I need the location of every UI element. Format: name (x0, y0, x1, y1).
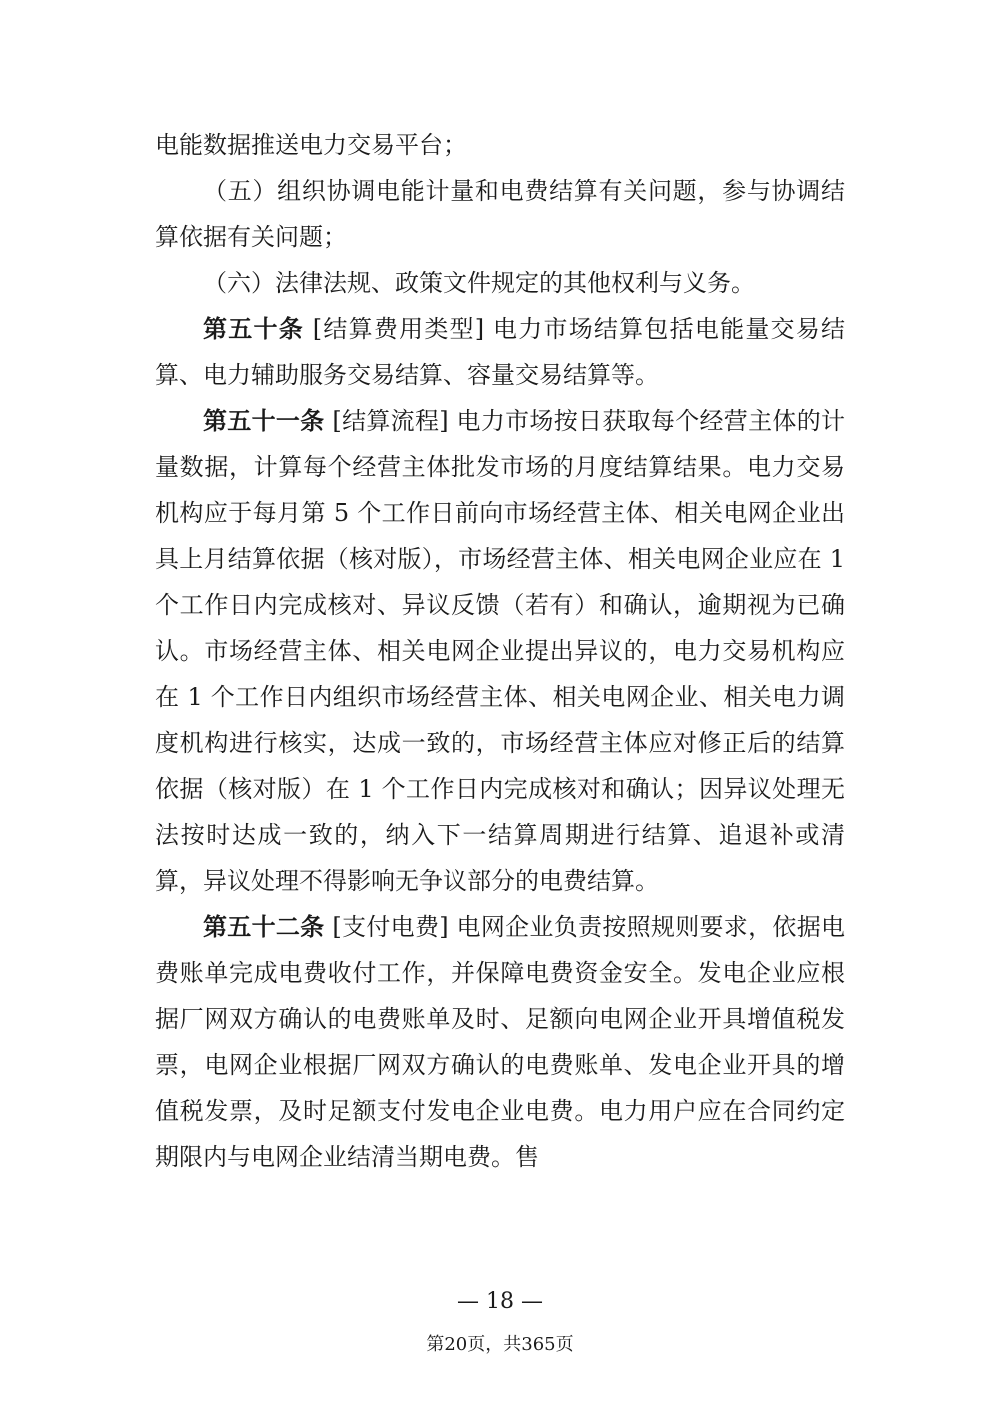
document-body (155, 122, 845, 1180)
paragraph-continuation (155, 122, 845, 168)
article-number: 第五十一条 (203, 407, 325, 435)
article-number: 第五十二条 (203, 913, 325, 941)
paragraph-text: （六）法律法规、政策文件规定的其他权利与义务。 (203, 269, 755, 297)
paragraph-item-5 (155, 168, 845, 260)
article-text: [结算费用类型] 电力市场结算包括电能量交易结算、电力辅助服务交易结算、容量交易结算等。 (155, 315, 846, 389)
page-count-footer: 第20页，共365页 (426, 1334, 574, 1355)
article-text: [结算流程] 电力市场按日获取每个经营主体的计量数据，计算每个经营主体批发市场的月度结算结果。电力交易机构应于每月第 5 个工作日前向市场经营主体、相关电网企业出具上月结算依据（核对版），市场经营主体、相关电网企业应在 1 个工作日内完成核对、异议反馈（若有）和确认，逾期视为已确认。市场经营主体、相关电网企业提出异议的，电力交易机构应在 1 个工作日内组织市场经营主体、相关电网企业、相关电力调度机构进行核实，达成一致的，市场经营主体应对修正后的结算依据（核对版）在 1 个工作日内完成核对和确认；因异议处理无法按时达成一致的，纳入下一结算周期进行结算、追退补或清算，异议处理不得影响无争议部分的电费结算。 (155, 407, 845, 895)
paragraph-item-6 (155, 260, 845, 306)
article-52 (155, 904, 845, 1180)
article-50 (155, 306, 845, 398)
article-51 (155, 398, 845, 904)
paragraph-text: （五）组织协调电能计量和电费结算有关问题，参与协调结算依据有关问题； (155, 177, 845, 251)
article-number: 第五十条 (203, 315, 304, 343)
article-text: [支付电费] 电网企业负责按照规则要求，依据电费账单完成电费收付工作，并保障电费资金安全。发电企业应根据厂网双方确认的电费账单及时、足额向电网企业开具增值税发票，电网企业根据厂网双方确认的电费账单、发电企业开具的增值税发票，及时足额支付发电企业电费。电力用户应在合同约定期限内与电网企业结清当期电费。售 (155, 913, 845, 1171)
paragraph-text: 电能数据推送电力交易平台； (155, 131, 467, 159)
page-number: — 18 — (457, 1289, 543, 1314)
